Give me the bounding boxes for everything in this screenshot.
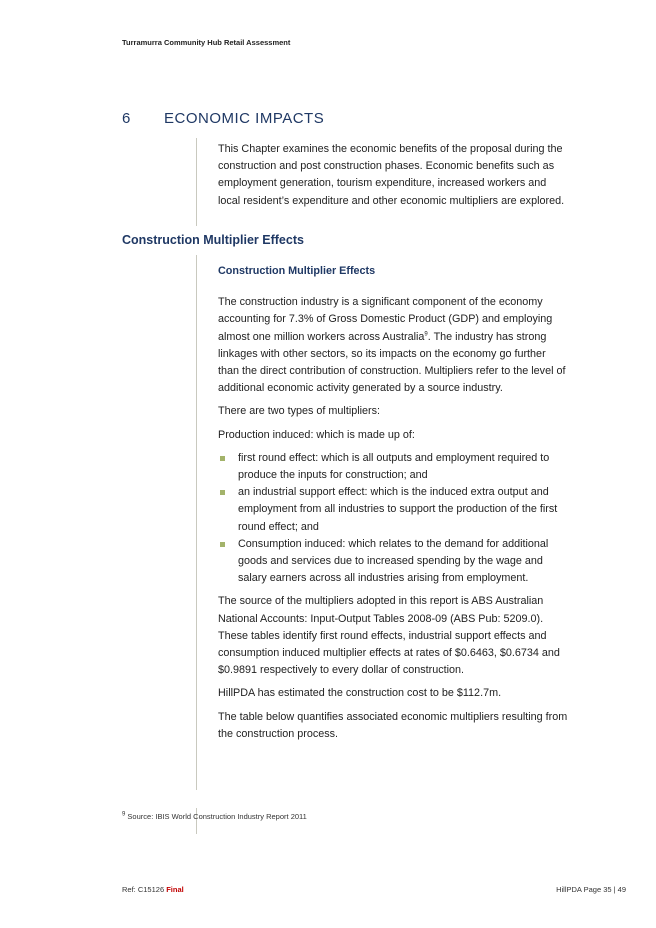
footer-reference: Ref: C15126 Final [122, 885, 184, 894]
chapter-title: ECONOMIC IMPACTS [164, 110, 325, 127]
paragraph-source: The source of the multipliers adopted in this report is ABS Australian National Accounts: Input-Output Tables 2008-09 (ABS Pub: 5209.0). These tables identify first round effects, industrial support effects and consumption induced multiplier effects at rates of $0.6463, $0.6734 and $0.9891 respectively to every dollar of construction. [218, 595, 560, 677]
footnote-text: Source: IBIS World Construction Industry Report 2011 [125, 812, 307, 821]
bullet-square-icon [220, 456, 225, 461]
chapter-heading [122, 110, 324, 127]
margin-rule-main [196, 255, 197, 790]
list-item: an industrial support effect: which is the induced extra output and employment from all industries to support the production of the first round effect; and [218, 484, 568, 536]
list-item: first round effect: which is all outputs and employment required to produce the inputs for construction; and [218, 450, 568, 484]
multiplier-list [218, 450, 568, 588]
list-item: Consumption induced: which relates to the demand for additional goods and services due to increased spending by the wage and salary earners across all industries arising from employment. [218, 536, 568, 588]
intro-block [218, 141, 568, 216]
page-number: HillPDA Page 35 | 49 [556, 885, 626, 894]
running-header: Turramurra Community Hub Retail Assessment [122, 38, 291, 47]
footnote-reference: 9 [424, 331, 428, 338]
sub-heading: Construction Multiplier Effects [218, 265, 376, 277]
bullet-square-icon [220, 542, 225, 547]
section-body [218, 263, 568, 749]
paragraph-cost: HillPDA has estimated the construction cost to be $112.7m. [218, 687, 502, 700]
paragraph-production-induced: Production induced: which is made up of: [218, 428, 415, 441]
footnote [122, 812, 307, 821]
paragraph-table-intro: The table below quantifies associated economic multipliers resulting from the construction process. [218, 710, 568, 740]
chapter-number: 6 [122, 110, 131, 127]
status-label: Final [166, 885, 184, 894]
intro-paragraph: This Chapter examines the economic benefits of the proposal during the construction and post construction phases. Economic benefits such as employment generation, tourism expenditure, increased workers and local resident’s expenditure and other economic multipliers are explored. [218, 143, 565, 207]
bullet-square-icon [220, 490, 225, 495]
paragraph-types: There are two types of multipliers: [218, 405, 381, 418]
paragraph-construction-industry: The construction industry is a significant component of the economy accounting for 7.3% of Gross Domestic Product (GDP) and employing almost one million workers across Australia$^9$. The industry has strong linkages with other sectors, so its impacts on the economy go further than the direct contribution of construction. Multipliers refer to the level of additional economic activity generated by a source industry. [218, 296, 566, 395]
section-heading: Construction Multiplier Effects [122, 233, 304, 247]
footnote-number: 9 [122, 811, 126, 818]
margin-rule-top [196, 138, 197, 226]
